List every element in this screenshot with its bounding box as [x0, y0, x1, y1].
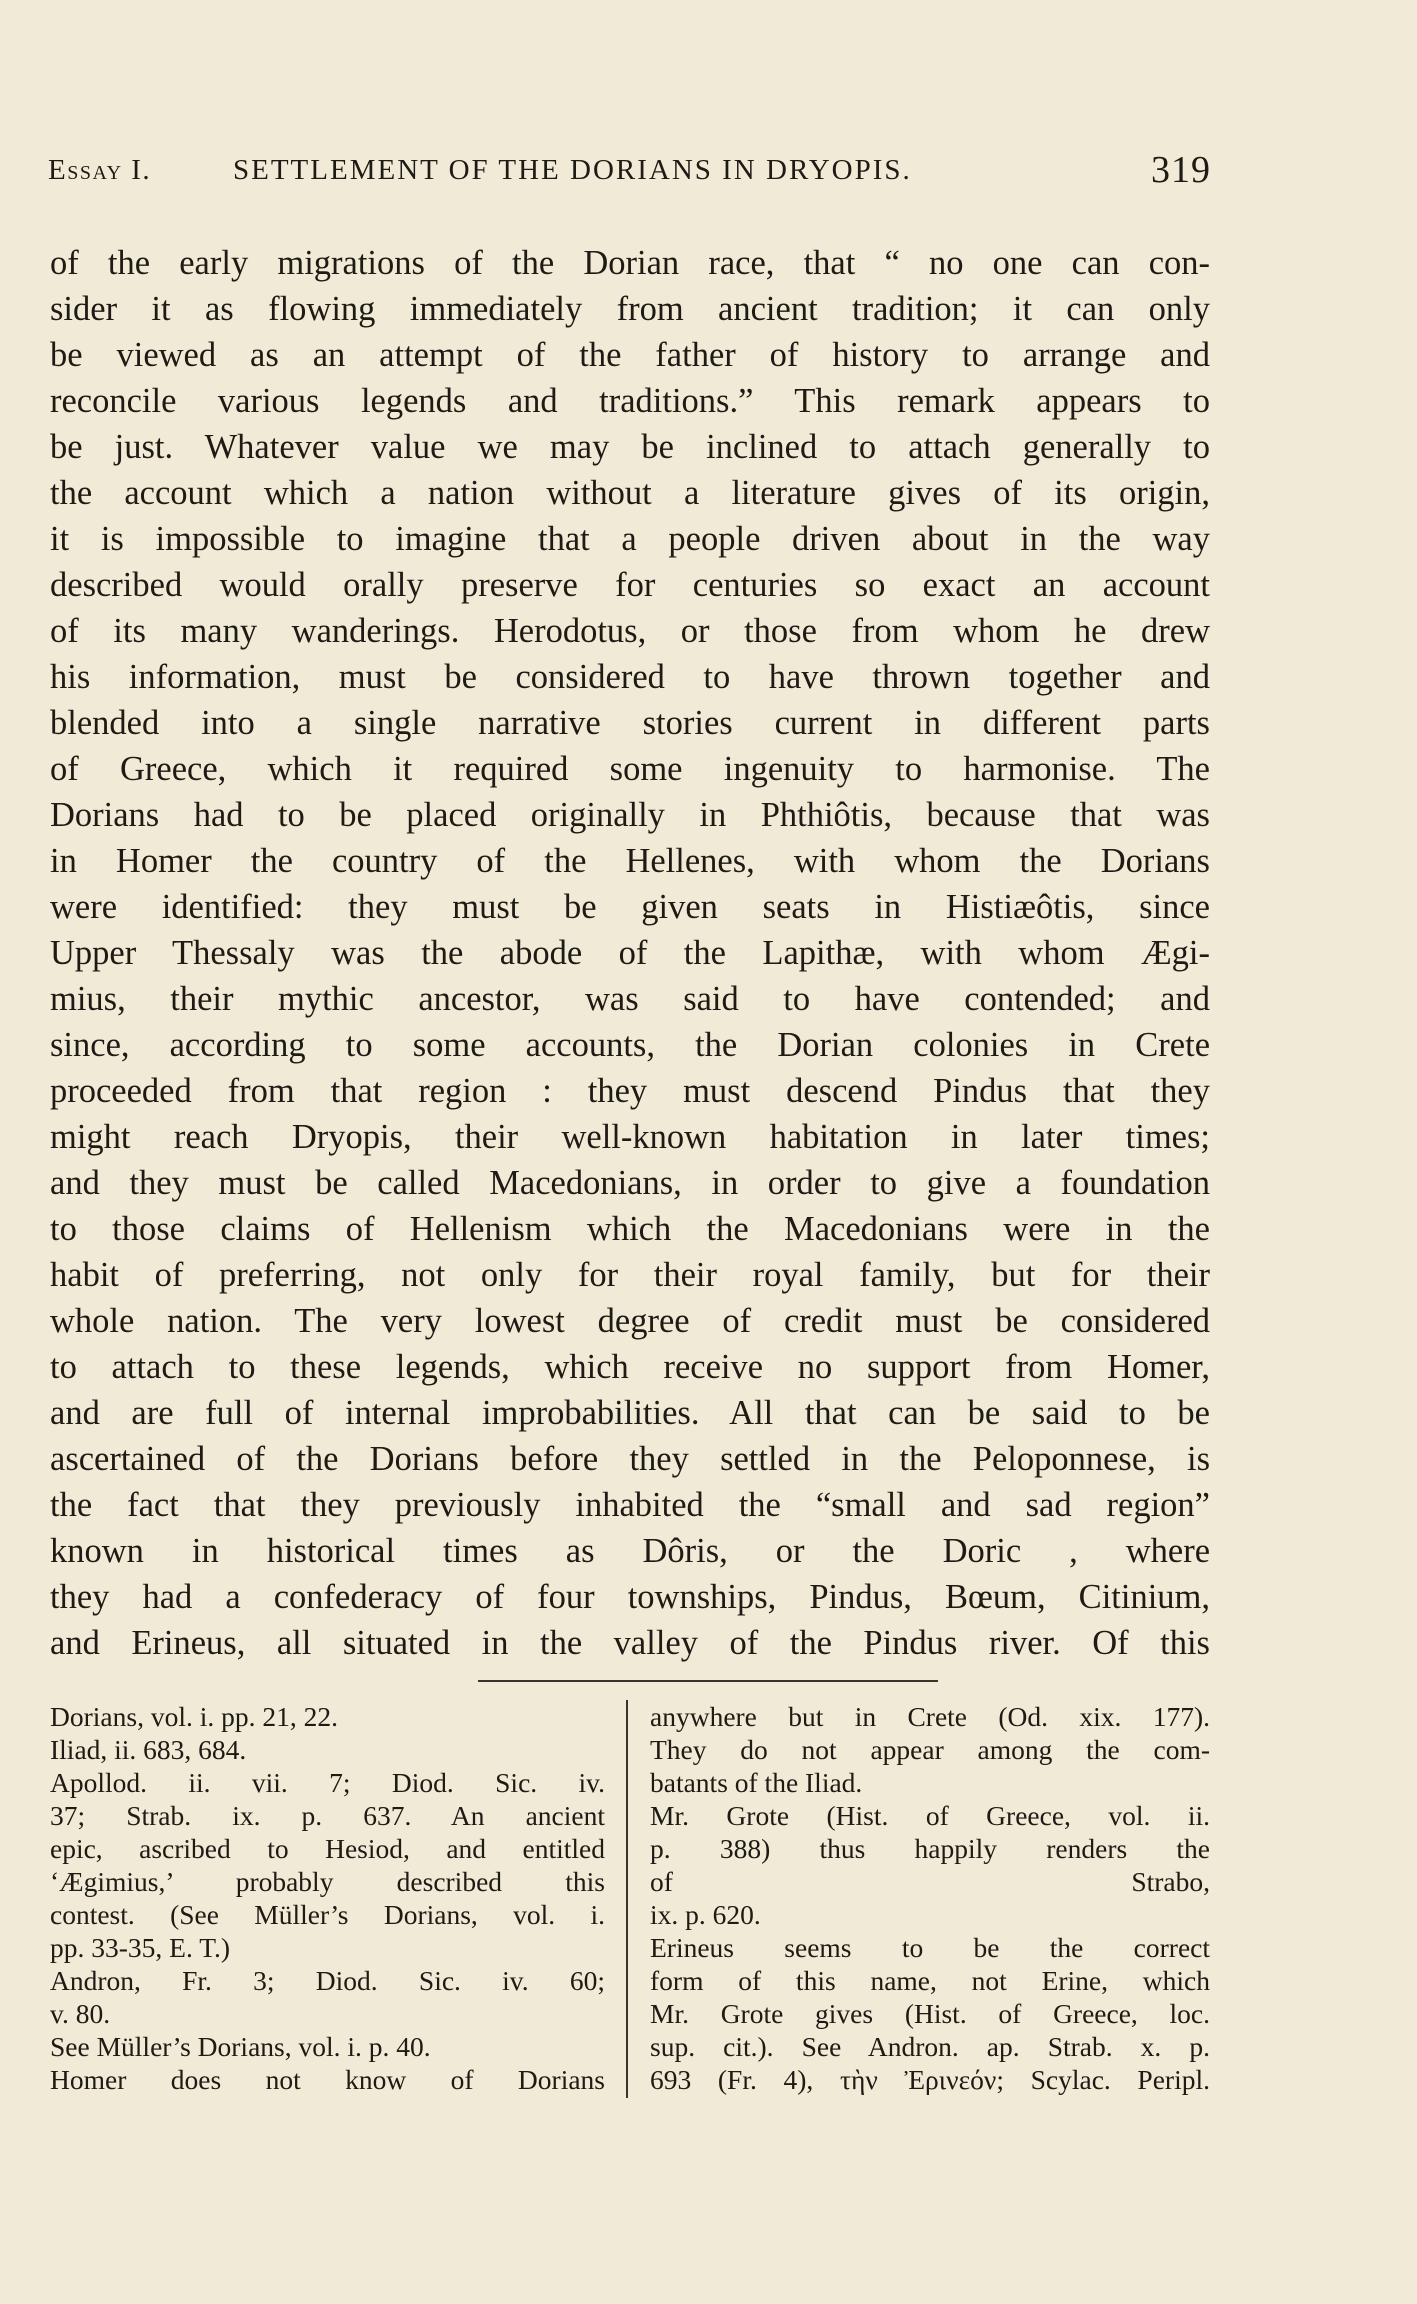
text-run: habit of preferring, not only for their royal family, but for their [50, 1256, 1210, 1294]
footnotes-left-column [50, 1700, 605, 2096]
text-run: p. 388) thus happily renders the [650, 1833, 1210, 1864]
text-line [50, 976, 1210, 1022]
text-line [50, 1574, 1210, 1620]
text-run: ix. p. 620. [650, 1899, 761, 1930]
text-line [50, 1620, 1210, 1666]
text-line [50, 1482, 1210, 1528]
text-line [50, 470, 1210, 516]
text-run: they had a confederacy of four townships, Pindus, Bœum, Citinium, [50, 1578, 1210, 1616]
text-run: contest. (See Müller’s Dorians, vol. i. [50, 1899, 605, 1930]
footnote-line [650, 1865, 1210, 1898]
text-run: , where [1069, 1532, 1210, 1570]
footnote-line [650, 1832, 1210, 1865]
text-line [50, 1344, 1210, 1390]
text-run: They do not appear among the com- [650, 1734, 1210, 1765]
text-run: Mr. Grote (Hist. of Greece, vol. ii. [650, 1800, 1210, 1831]
text-run: to those claims of Hellenism which the Macedonians were in the [50, 1210, 1210, 1248]
chapter-title: SETTLEMENT OF THE DORIANS IN DRYOPIS. [233, 154, 912, 186]
text-run: Apollod. ii. vii. 7; Diod. Sic. iv. [50, 1767, 605, 1798]
text-run: of its many wanderings. Herodotus, or those from whom he drew [50, 612, 1210, 650]
text-line [50, 654, 1210, 700]
text-line [50, 1298, 1210, 1344]
text-run: it is impossible to imagine that a people driven about in the way [50, 520, 1210, 558]
footnote-line [50, 1964, 605, 1997]
text-run: proceeded from that region : they must descend Pindus that they [50, 1072, 1210, 1110]
footnote-line [50, 1733, 605, 1766]
footnote-line [50, 1799, 605, 1832]
text-run: anywhere but in Crete (Od. xix. 177). [650, 1701, 1210, 1732]
text-run: , which [1101, 1965, 1210, 1996]
footnote-line [650, 2063, 1210, 2096]
text-run: of Strabo, [650, 1866, 1210, 1897]
text-line [50, 378, 1210, 424]
essay-label: Essay I. [48, 154, 152, 186]
text-run: be viewed as an attempt of the father of history to arrange and [50, 336, 1210, 374]
text-line [50, 700, 1210, 746]
text-line [50, 1390, 1210, 1436]
text-run: pp. 33-35, E. T.) [50, 1932, 230, 1963]
footnote-line [50, 2030, 605, 2063]
text-line [50, 240, 1210, 286]
text-run: Iliad, ii. 683, 684. [50, 1734, 247, 1765]
text-line [50, 1436, 1210, 1482]
footnote-rule [478, 1680, 938, 1682]
text-run: known in historical times as Dôris, or the Doric [50, 1532, 1070, 1570]
text-run: 37; Strab. ix. p. 637. An ancient [50, 1800, 605, 1831]
text-line [50, 838, 1210, 884]
text-line [50, 1160, 1210, 1206]
text-run: ascertained of the Dorians before they settled in the Peloponnese, is [50, 1440, 1210, 1478]
footnote-line [50, 1898, 605, 1931]
footnote-line [50, 1766, 605, 1799]
footnote-line [650, 1733, 1210, 1766]
text-line [50, 286, 1210, 332]
text-line [50, 930, 1210, 976]
page-number: 319 [1151, 149, 1211, 191]
text-run: since, according to some accounts, [50, 1026, 655, 1064]
text-run: be just. Whatever value we may be inclined to attach generally to [50, 428, 1210, 466]
text-line [50, 1528, 1210, 1574]
text-run: the Dorian colonies in Crete [654, 1026, 1210, 1064]
footnote-line [650, 2030, 1210, 2063]
text-run: ‘Ægimius,’ probably described this [50, 1866, 605, 1897]
text-run: might reach Dryopis, their well-known habitation in later times; [50, 1118, 1210, 1156]
text-run: described would orally preserve for centuries so exact an account [50, 566, 1210, 604]
footnote-line [650, 1700, 1210, 1733]
footnote-line [650, 1997, 1210, 2030]
text-line [50, 792, 1210, 838]
text-run: mius, their mythic ancestor, was said to have contended; [50, 980, 1116, 1018]
text-run: of the early migrations of the Dorian race, that “ no one can con- [50, 244, 1210, 282]
text-line [50, 332, 1210, 378]
text-run: and [1115, 980, 1210, 1018]
text-run: Dorians, vol. i. pp. 21, 22. [50, 1701, 338, 1732]
footnote-line [50, 1700, 605, 1733]
text-run: v. 80. [50, 1998, 111, 2029]
text-line [50, 746, 1210, 792]
text-run: whole nation. [50, 1302, 262, 1340]
text-run: to attach to these legends, which receive no support from Homer, [50, 1348, 1210, 1386]
footnote-column-divider [626, 1700, 628, 2098]
footnote-line [50, 1832, 605, 1865]
text-run: and Erineus, [50, 1624, 246, 1662]
footnote-line [650, 1799, 1210, 1832]
footnote-line [650, 1931, 1210, 1964]
footnote-line [50, 1931, 605, 1964]
text-run: and they must be called Macedonians, in order to give a foundation [50, 1164, 1210, 1202]
text-run: all situated in the valley of the Pindus river. Of this [245, 1624, 1210, 1662]
text-run: See Müller’s Dorians, vol. i. p. 40. [50, 2031, 431, 2062]
text-run: Andron, Fr. 3; Diod. Sic. iv. 60; [50, 1965, 605, 1996]
footnote-line [650, 1964, 1210, 1997]
text-run: Mr. Grote gives (Hist. of Greece, loc. [650, 1998, 1210, 2029]
text-run: blended into a single narrative stories current in different parts [50, 704, 1210, 742]
text-line [50, 1068, 1210, 1114]
text-line [50, 1114, 1210, 1160]
text-run: Erineus seems to be the correct [650, 1932, 1210, 1963]
text-run: the fact that they previously inhabited the “small and sad region” [50, 1486, 1210, 1524]
text-run: the country of the Hellenes, with whom the Dorians [211, 842, 1210, 880]
text-run: of Greece, which it required some ingenuity to harmonise. The [50, 750, 1210, 788]
text-run: Upper Thessaly was the abode of the Lapithæ, with whom Ægi- [50, 934, 1210, 972]
text-line [50, 516, 1210, 562]
text-run: Dorians had to be placed originally in Phthiôtis, because that was [50, 796, 1210, 834]
text-run: 693 (Fr. 4), τὴν Ἐρινεόν; Scylac. Peripl. [650, 2064, 1210, 2095]
text-line [50, 424, 1210, 470]
text-line [50, 1206, 1210, 1252]
footnote-line [650, 1766, 1210, 1799]
text-run: epic, ascribed to Hesiod, and entitled [50, 1833, 605, 1864]
text-run: form of this name, not Erine [650, 1965, 1102, 1996]
text-run: reconcile various legends and traditions.” [50, 382, 754, 420]
footnotes-right-column [650, 1700, 1210, 2096]
text-run: The very lowest degree of credit must be considered [262, 1302, 1210, 1340]
text-run: This remark appears to [753, 382, 1210, 420]
text-run: were identified: they must be given seats in Histiæôtis, since [50, 888, 1210, 926]
text-run: batants of the Iliad. [650, 1767, 863, 1798]
text-run: the account which a nation without a literature gives of its origin, [50, 474, 1210, 512]
text-run: sup. cit.). See Andron. ap. Strab. x. p. [650, 2031, 1210, 2062]
text-line [50, 562, 1210, 608]
text-run: sider it as flowing immediately from ancient tradition; it can only [50, 290, 1210, 328]
text-run: in Homer [50, 842, 212, 880]
running-head [48, 150, 1211, 202]
footnote-line [650, 1898, 1210, 1931]
text-line [50, 1252, 1210, 1298]
footnote-line [50, 2063, 605, 2096]
text-run: and are full of internal improbabilities. All that can be said to be [50, 1394, 1210, 1432]
text-line [50, 884, 1210, 930]
text-run: his information, must be considered to have thrown together and [50, 658, 1210, 696]
body-text [50, 240, 1210, 1666]
text-line [50, 608, 1210, 654]
text-line [50, 1022, 1210, 1068]
footnote-line [50, 1865, 605, 1898]
text-run: Homer does not know of Dorians [50, 2064, 605, 2095]
footnote-line [50, 1997, 605, 2030]
